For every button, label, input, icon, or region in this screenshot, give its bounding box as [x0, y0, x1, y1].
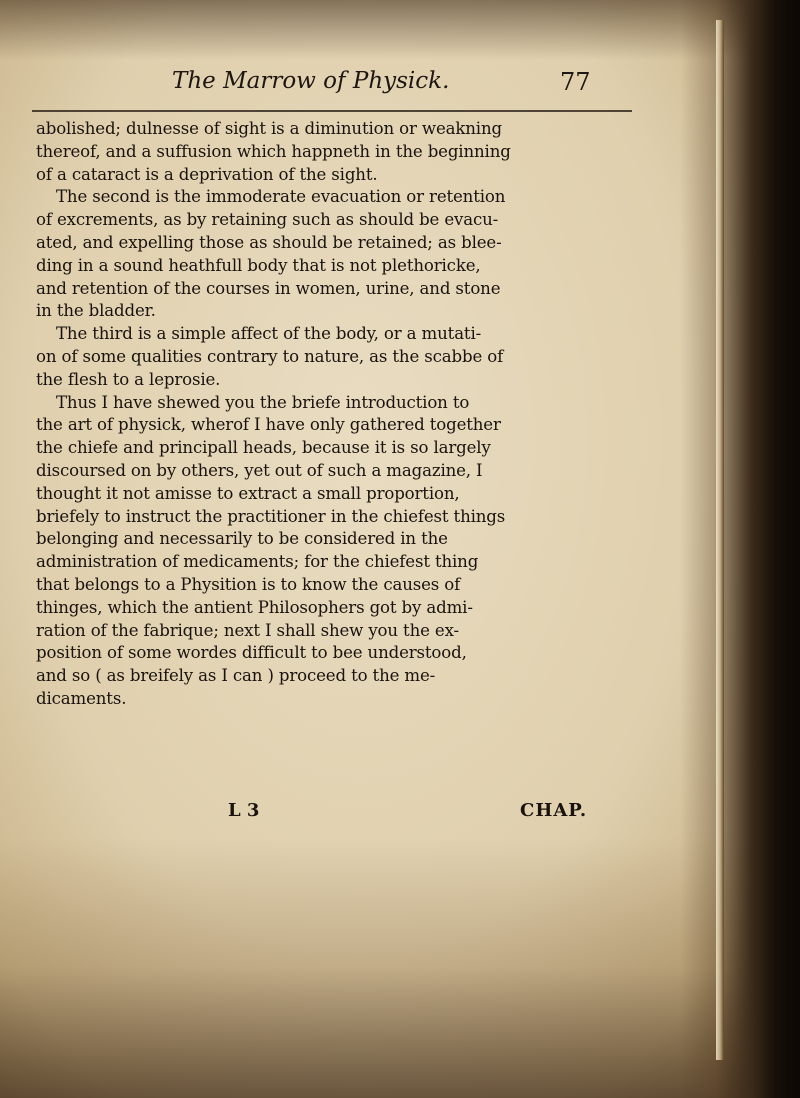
body-text: [36, 118, 596, 711]
page-number: 77: [560, 68, 591, 96]
text-line: position of some wordes difficult to bee understood,: [36, 643, 467, 663]
text-line: of a cataract is a deprivation of the sight.: [36, 164, 378, 184]
text-line: the chiefe and principall heads, because it is so largely: [36, 438, 491, 458]
text-line: on of some qualities contrary to nature, as the scabbe of: [36, 346, 504, 366]
signature-mark: L 3: [228, 800, 260, 821]
text-line: The third is a simple affect of the body, or a mutati-: [56, 324, 482, 344]
catchword: CHAP.: [520, 800, 588, 821]
running-head: The Marrow of Physick.: [172, 68, 450, 94]
page-header: [30, 68, 630, 108]
text-line: and retention of the courses in women, urine, and stone: [36, 278, 501, 298]
text-line: thinges, which the antient Philosophers got by admi-: [36, 597, 473, 617]
book-binding-edge: [680, 0, 800, 1098]
page-edges: [716, 20, 724, 1060]
text-line: ated, and expelling those as should be retained; as blee-: [36, 232, 502, 252]
text-line: administration of medicaments; for the chiefest thing: [36, 552, 479, 572]
text-line: discoursed on by others, yet out of such a magazine, I: [36, 460, 483, 480]
text-line: ding in a sound heathfull body that is not plethoricke,: [36, 255, 481, 275]
page-footer: [30, 800, 630, 830]
header-rule: [32, 110, 632, 112]
text-line: Thus I have shewed you the briefe introduction to: [56, 392, 470, 412]
text-line: in the bladder.: [36, 301, 156, 321]
text-line: The second is the immoderate evacuation or retention: [56, 187, 506, 207]
text-line: belonging and necessarily to be considered in the: [36, 529, 448, 549]
text-line: abolished; dulnesse of sight is a diminution or weakning: [36, 119, 502, 138]
text-line: thought it not amisse to extract a small proportion,: [36, 483, 460, 503]
text-line: that belongs to a Physition is to know the causes of: [36, 574, 461, 594]
text-line: of excrements, as by retaining such as should be evacu-: [36, 210, 499, 230]
text-line: dicaments.: [36, 688, 127, 708]
text-line: the art of physick, wherof I have only gathered together: [36, 415, 501, 435]
text-line: and so ( as breifely as I can ) proceed to the me-: [36, 666, 436, 686]
text-line: the flesh to a leprosie.: [36, 369, 221, 389]
text-line: briefely to instruct the practitioner in the chiefest things: [36, 506, 506, 526]
text-line: thereof, and a suffusion which happneth in the beginning: [36, 141, 511, 161]
text-line: ration of the fabrique; next I shall shew you the ex-: [36, 620, 459, 640]
